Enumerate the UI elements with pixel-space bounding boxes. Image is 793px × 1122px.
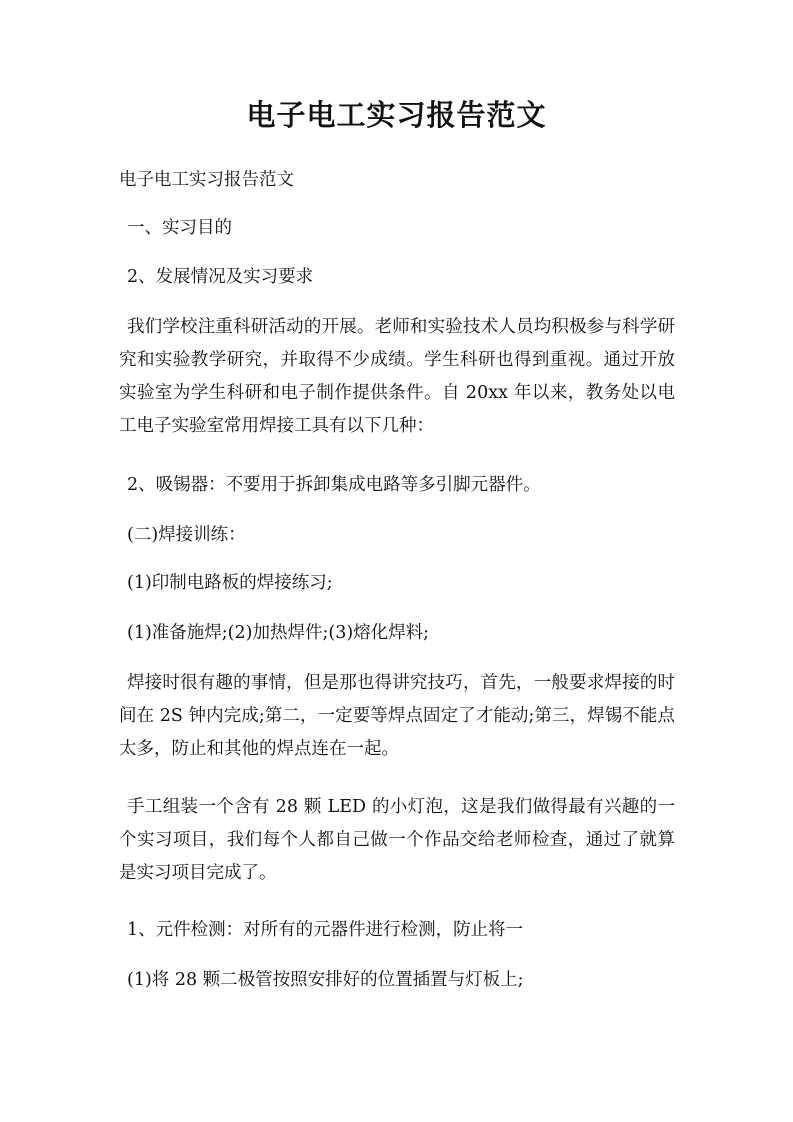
paragraph-research-intro: 我们学校注重科研活动的开展。老师和实验技术人员均积极参与科学研究和实验教学研究，并取得不少成绩。学生科研也得到重视。通过开放实验室为学生科研和电子制作提供条件。自 20xx 年以来，教务处以电工电子实验室常用焊接工具有以下几种：	[119, 317, 675, 436]
paragraph-pcb-practice: (1)印制电路板的焊接练习;	[127, 573, 333, 593]
paragraph-requirements-heading: 2、发展情况及实习要求	[127, 267, 314, 287]
paragraph-component-check: 1、元件检测：对所有的元器件进行检测，防止将一	[127, 920, 524, 940]
paragraph-welding-steps: (1)准备施焊;(2)加热焊件;(3)熔化焊料;	[127, 623, 430, 643]
paragraph-section-heading: 一、实习目的	[127, 218, 232, 238]
paragraph-desoldering-tool: 2、吸锡器：不要用于拆卸集成电路等多引脚元器件。	[127, 475, 541, 495]
document-title: 电子电工实习报告范文	[246, 98, 547, 132]
paragraph-welding-tips: 焊接时很有趣的事情，但是那也得讲究技巧，首先，一般要求焊接的时间在 2S 钟内完成;第二，一定要等焊点固定了才能动;第三，焊锡不能点太多，防止和其他的焊点连在一起。	[119, 673, 675, 759]
paragraph-diode-placement: (1)将 28 颗二极管按照安排好的位置插置与灯板上;	[127, 970, 524, 990]
paragraph-led-project: 手工组装一个含有 28 颗 LED 的小灯泡，这是我们做得最有兴趣的一个实习项目，我们每个人都自己做一个作品交给老师检查，通过了就算是实习项目完成了。	[119, 797, 675, 883]
paragraph-welding-training: (二)焊接训练：	[127, 525, 246, 545]
paragraph-subtitle: 电子电工实习报告范文	[119, 170, 294, 190]
